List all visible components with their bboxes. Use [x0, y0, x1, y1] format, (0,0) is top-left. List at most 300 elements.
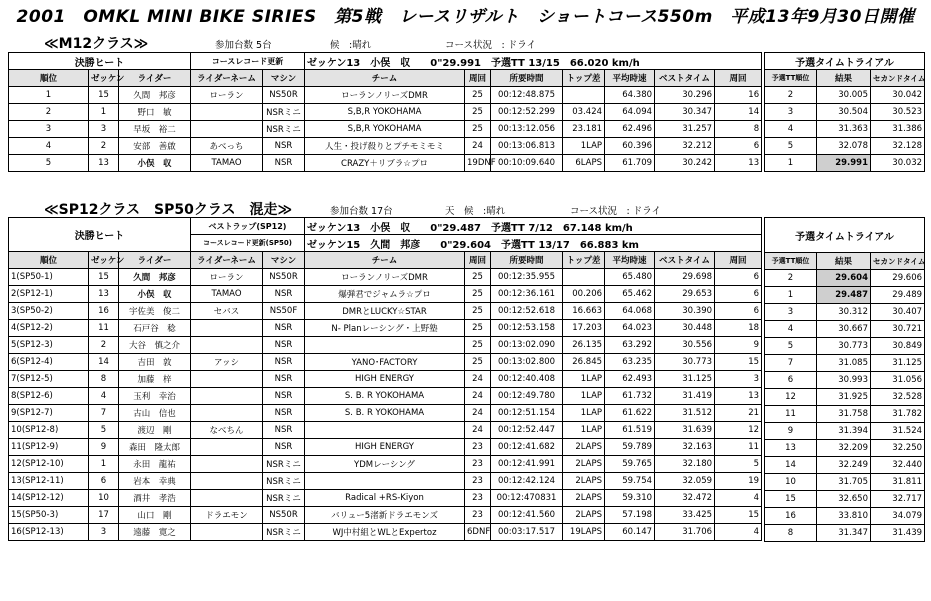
qualifying-row	[765, 104, 925, 121]
result-cell: 60.147	[605, 524, 655, 541]
result-cell: 1	[9, 87, 89, 104]
result-cell: 30.448	[655, 320, 715, 337]
result-cell: 6LAPS	[563, 155, 605, 172]
result-row	[9, 138, 762, 155]
result-cell: 岩本 幸典	[119, 473, 191, 490]
result-cell: 大谷 慎之介	[119, 337, 191, 354]
result-cell: 吉田 敦	[119, 354, 191, 371]
result-cell: 9(SP12-7)	[9, 405, 89, 422]
header-cell: ゼッケン	[89, 70, 119, 87]
qualifying-cell: 30.773	[817, 338, 871, 355]
result-cell: 23	[465, 439, 491, 456]
qualifying-cell: 16	[765, 508, 817, 525]
result-cell: 63.235	[605, 354, 655, 371]
result-cell: S. B. R YOKOHAMA	[305, 388, 465, 405]
result-cell: 59.789	[605, 439, 655, 456]
result-cell: WJ中村組とWLとExpertoz	[305, 524, 465, 541]
m12-course-condition: コース状況 : ドライ	[445, 40, 536, 51]
result-cell: ローラン	[191, 269, 263, 286]
result-cell: ドラエモン	[191, 507, 263, 524]
qualifying-cell: 29.487	[817, 287, 871, 304]
result-cell: 00.206	[563, 286, 605, 303]
header-cell: 結果	[817, 70, 871, 87]
sp12-record-label: コースレコード更新(SP50)	[191, 235, 305, 252]
result-cell: 16	[89, 303, 119, 320]
result-cell	[191, 320, 263, 337]
result-cell: 31.125	[655, 371, 715, 388]
qualifying-cell: 32.209	[817, 440, 871, 457]
result-cell: 2LAPS	[563, 490, 605, 507]
header-cell: 所要時間	[491, 252, 563, 269]
result-cell: 59.765	[605, 456, 655, 473]
result-row	[9, 456, 762, 473]
qualifying-cell: 4	[765, 321, 817, 338]
m12-record-text: ゼッケン13 小俣 収 0"29.991 予選TT 13/15 66.020 km/h	[305, 53, 762, 70]
result-cell: N- Planレーシング・上野塾	[305, 320, 465, 337]
result-row	[9, 303, 762, 320]
result-cell: 65.480	[605, 269, 655, 286]
result-cell: 11	[89, 320, 119, 337]
result-cell: 19	[715, 473, 762, 490]
sp12-best-lap-label: ベストラップ(SP12)	[191, 218, 305, 235]
result-cell: 4	[715, 524, 762, 541]
result-cell: NSRミニ	[263, 490, 305, 507]
qualifying-cell: 30.721	[871, 321, 925, 338]
result-cell: 61.622	[605, 405, 655, 422]
sp12-results-table	[8, 217, 762, 541]
header-cell: ライダーネーム	[191, 70, 263, 87]
result-cell: 00:12:48.875	[491, 87, 563, 104]
qualifying-row	[765, 87, 925, 104]
result-cell: 1LAP	[563, 388, 605, 405]
sp12-best-lap-text: ゼッケン13 小俣 収 0"29.487 予選TT 7/12 67.148 km/h	[305, 218, 762, 235]
result-cell: 00:12:51.154	[491, 405, 563, 422]
result-cell: 61.709	[605, 155, 655, 172]
result-cell: 00:03:17.517	[491, 524, 563, 541]
result-cell: アッシ	[191, 354, 263, 371]
result-cell: Radical +RS-Kiyon	[305, 490, 465, 507]
result-cell: 30.773	[655, 354, 715, 371]
result-cell: NSRミニ	[263, 473, 305, 490]
qualifying-row	[765, 372, 925, 389]
result-cell: 63.292	[605, 337, 655, 354]
result-cell: 6	[715, 303, 762, 320]
result-cell: 6	[715, 269, 762, 286]
result-cell	[305, 422, 465, 439]
result-cell: 00:10:09.640	[491, 155, 563, 172]
sp12-class-title: ≪SP12クラス SP50クラス 混走≫	[44, 202, 293, 218]
qualifying-cell: 32.249	[817, 457, 871, 474]
result-cell: NSR	[263, 155, 305, 172]
result-cell: 31.257	[655, 121, 715, 138]
result-row	[9, 269, 762, 286]
result-cell: NSRミニ	[263, 104, 305, 121]
qualifying-cell: 31.439	[871, 525, 925, 542]
result-cell: 14(SP12-12)	[9, 490, 89, 507]
result-row	[9, 473, 762, 490]
result-cell: 00:13:06.813	[491, 138, 563, 155]
result-cell: 8	[89, 371, 119, 388]
header-cell: 予選TT順位	[765, 70, 817, 87]
result-cell: 17	[89, 507, 119, 524]
result-cell: バリュー5渚新ドラエモンズ	[305, 507, 465, 524]
result-cell: YDMレーシング	[305, 456, 465, 473]
result-cell: 13	[89, 155, 119, 172]
result-cell: 宇佐美 俊二	[119, 303, 191, 320]
result-cell: 31.419	[655, 388, 715, 405]
result-row	[9, 371, 762, 388]
header-cell: 周回	[465, 70, 491, 87]
result-cell: 25	[465, 354, 491, 371]
result-cell	[191, 388, 263, 405]
result-cell: 13	[715, 155, 762, 172]
result-cell: S,B,R YOKOHAMA	[305, 121, 465, 138]
qualifying-cell: 2	[765, 87, 817, 104]
result-cell: 25	[465, 87, 491, 104]
header-cell: 予選TT順位	[765, 253, 817, 270]
m12-results-table	[8, 52, 762, 172]
result-cell: 久間 邦彦	[119, 87, 191, 104]
result-cell: 23.181	[563, 121, 605, 138]
qualifying-cell: 9	[765, 423, 817, 440]
result-cell: 2LAPS	[563, 439, 605, 456]
result-cell: 石戸谷 稔	[119, 320, 191, 337]
qualifying-cell: 31.394	[817, 423, 871, 440]
result-cell: NSRミニ	[263, 524, 305, 541]
result-cell: 14	[89, 354, 119, 371]
result-cell: セバス	[191, 303, 263, 320]
qualifying-cell: 31.386	[871, 121, 925, 138]
result-cell: 2LAPS	[563, 507, 605, 524]
qualifying-cell: 5	[765, 338, 817, 355]
result-cell: 4(SP12-2)	[9, 320, 89, 337]
m12-qualifying-table	[764, 52, 925, 172]
header-cell: 周回	[465, 252, 491, 269]
qualifying-cell: 33.810	[817, 508, 871, 525]
qualifying-row	[765, 423, 925, 440]
result-cell: HIGH ENERGY	[305, 371, 465, 388]
result-cell: 1(SP50-1)	[9, 269, 89, 286]
result-cell: 19DNF	[465, 155, 491, 172]
header-cell: チーム	[305, 252, 465, 269]
result-cell: 4	[9, 138, 89, 155]
sp12-record-text: ゼッケン15 久間 邦彦 0"29.604 予選TT 13/17 66.883 km	[305, 235, 762, 252]
result-cell: YANO･FACTORY	[305, 354, 465, 371]
result-cell: 61.519	[605, 422, 655, 439]
qualifying-cell: 15	[765, 491, 817, 508]
result-cell: 00:12:52.447	[491, 422, 563, 439]
result-row	[9, 490, 762, 507]
qualifying-cell: 31.524	[871, 423, 925, 440]
result-cell: 00:13:12.056	[491, 121, 563, 138]
result-cell: 13	[89, 286, 119, 303]
result-cell: 24	[465, 138, 491, 155]
sp12-final-heat-label: 決勝ヒート	[9, 218, 191, 252]
qualifying-cell: 10	[765, 474, 817, 491]
qualifying-row	[765, 525, 925, 542]
result-cell: CRAZY＋リブラ☆プロ	[305, 155, 465, 172]
result-cell: 00:12:41.560	[491, 507, 563, 524]
qualifying-cell: 31.363	[817, 121, 871, 138]
result-cell: 00:12:470831	[491, 490, 563, 507]
result-cell: 59.310	[605, 490, 655, 507]
result-cell: 4	[89, 388, 119, 405]
qualifying-cell: 5	[765, 138, 817, 155]
result-cell: 6DNF	[465, 524, 491, 541]
result-cell: 25	[465, 286, 491, 303]
result-cell: 1LAP	[563, 405, 605, 422]
result-cell: 25	[465, 104, 491, 121]
result-cell: 7	[89, 405, 119, 422]
qualifying-row	[765, 338, 925, 355]
result-cell: 2	[89, 138, 119, 155]
result-cell	[191, 104, 263, 121]
header-cell: 結果	[817, 253, 871, 270]
qualifying-cell: 8	[765, 525, 817, 542]
qualifying-cell: 30.504	[817, 104, 871, 121]
header-cell: ライダーネーム	[191, 252, 263, 269]
qualifying-cell: 29.606	[871, 270, 925, 287]
result-cell: 17.203	[563, 320, 605, 337]
qualifying-cell: 31.705	[817, 474, 871, 491]
result-cell: 18	[715, 320, 762, 337]
header-cell: ベストタイム	[655, 70, 715, 87]
qualifying-cell: 1	[765, 287, 817, 304]
result-cell	[191, 473, 263, 490]
result-cell: 6	[715, 138, 762, 155]
result-row	[9, 87, 762, 104]
header-cell: マシン	[263, 70, 305, 87]
qualifying-cell: 13	[765, 440, 817, 457]
result-cell: 00:12:52.299	[491, 104, 563, 121]
result-row	[9, 439, 762, 456]
result-cell: 9	[715, 337, 762, 354]
result-cell: 小俣 収	[119, 155, 191, 172]
result-cell	[191, 524, 263, 541]
qualifying-row	[765, 389, 925, 406]
result-cell: 8	[715, 121, 762, 138]
result-cell: 24	[465, 371, 491, 388]
result-row	[9, 524, 762, 541]
result-cell: 30.390	[655, 303, 715, 320]
header-cell: 所要時間	[491, 70, 563, 87]
result-cell: 26.845	[563, 354, 605, 371]
result-cell	[191, 405, 263, 422]
result-cell: 62.493	[605, 371, 655, 388]
qualifying-cell: 30.523	[871, 104, 925, 121]
result-cell: 03.424	[563, 104, 605, 121]
result-cell: 早坂 裕二	[119, 121, 191, 138]
result-cell: 3	[89, 121, 119, 138]
result-cell: 00:12:49.780	[491, 388, 563, 405]
result-cell: 爆弾君でジャムラ☆プロ	[305, 286, 465, 303]
qualifying-cell: 31.085	[817, 355, 871, 372]
result-cell: DMRとLUCKY☆STAR	[305, 303, 465, 320]
result-cell: 24	[465, 405, 491, 422]
result-cell: 23	[465, 507, 491, 524]
result-cell: 12	[715, 422, 762, 439]
qualifying-cell: 31.782	[871, 406, 925, 423]
qualifying-cell: 30.005	[817, 87, 871, 104]
sp12-qualifying-table	[764, 217, 925, 542]
sp12-weather: 天 候 :晴れ	[445, 206, 506, 217]
header-cell: セカンドタイム	[871, 70, 925, 87]
result-cell: 11(SP12-9)	[9, 439, 89, 456]
result-cell: 1LAP	[563, 138, 605, 155]
qualifying-cell: 31.758	[817, 406, 871, 423]
result-cell: 21	[715, 405, 762, 422]
result-cell: S. B. R YOKOHAMA	[305, 405, 465, 422]
result-cell: 25	[465, 320, 491, 337]
result-cell: 8(SP12-6)	[9, 388, 89, 405]
result-cell: NS50F	[263, 303, 305, 320]
header-cell: 周回	[715, 252, 762, 269]
result-cell: 00:12:41.682	[491, 439, 563, 456]
result-cell: 64.023	[605, 320, 655, 337]
result-cell: 31.639	[655, 422, 715, 439]
qualifying-row	[765, 474, 925, 491]
result-cell	[191, 121, 263, 138]
result-cell: 6	[89, 473, 119, 490]
qualifying-row	[765, 440, 925, 457]
result-cell: NS50R	[263, 507, 305, 524]
result-cell: ローランノリーズDMR	[305, 269, 465, 286]
header-cell: セカンドタイム	[871, 253, 925, 270]
result-cell: 32.163	[655, 439, 715, 456]
sp12-entries: 参加台数 17台	[330, 206, 393, 217]
qualifying-cell: 14	[765, 457, 817, 474]
qualifying-cell: 29.489	[871, 287, 925, 304]
result-cell: 5	[715, 456, 762, 473]
result-cell: 30.347	[655, 104, 715, 121]
header-cell: 周回	[715, 70, 762, 87]
result-cell: 25	[465, 121, 491, 138]
result-cell: NSR	[263, 439, 305, 456]
qualifying-cell: 32.440	[871, 457, 925, 474]
qualifying-cell: 12	[765, 389, 817, 406]
qualifying-row	[765, 355, 925, 372]
result-cell: 16(SP12-13)	[9, 524, 89, 541]
result-cell: 62.496	[605, 121, 655, 138]
qualifying-cell: 30.407	[871, 304, 925, 321]
result-cell: 渡辺 剛	[119, 422, 191, 439]
result-cell: 00:13:02.090	[491, 337, 563, 354]
result-cell: 森田 隆太郎	[119, 439, 191, 456]
result-cell: 5(SP12-3)	[9, 337, 89, 354]
result-cell: 64.094	[605, 104, 655, 121]
result-cell: 16.663	[563, 303, 605, 320]
result-cell: 24	[465, 388, 491, 405]
result-row	[9, 507, 762, 524]
result-cell: 4	[715, 490, 762, 507]
result-cell: 64.380	[605, 87, 655, 104]
result-cell: 3	[9, 121, 89, 138]
qualifying-cell: 32.717	[871, 491, 925, 508]
result-cell: 9	[89, 439, 119, 456]
qualifying-cell: 32.128	[871, 138, 925, 155]
result-cell: 2LAPS	[563, 473, 605, 490]
result-cell: 5	[9, 155, 89, 172]
qualifying-cell: 30.312	[817, 304, 871, 321]
result-cell: 15	[715, 507, 762, 524]
result-cell: 23	[465, 490, 491, 507]
result-row	[9, 405, 762, 422]
result-cell: 15	[89, 87, 119, 104]
result-cell: 00:12:53.158	[491, 320, 563, 337]
result-row	[9, 388, 762, 405]
result-cell: NSR	[263, 286, 305, 303]
result-cell: 15	[89, 269, 119, 286]
result-cell: 2	[89, 337, 119, 354]
qualifying-cell: 32.528	[871, 389, 925, 406]
qualifying-cell: 1	[765, 155, 817, 172]
qualifying-row	[765, 155, 925, 172]
result-cell: 15	[715, 354, 762, 371]
result-cell: 10(SP12-8)	[9, 422, 89, 439]
result-cell: HIGH ENERGY	[305, 439, 465, 456]
m12-class-title: ≪M12クラス≫	[44, 36, 149, 52]
m12-qualifying-title: 予選タイムトライアル	[765, 53, 925, 70]
result-cell: 6(SP12-4)	[9, 354, 89, 371]
qualifying-row	[765, 457, 925, 474]
qualifying-cell: 32.650	[817, 491, 871, 508]
result-row	[9, 337, 762, 354]
result-cell: 久間 邦彦	[119, 269, 191, 286]
result-cell: TAMAO	[191, 155, 263, 172]
result-cell: NS50R	[263, 269, 305, 286]
result-cell	[191, 371, 263, 388]
result-cell: 12(SP12-10)	[9, 456, 89, 473]
qualifying-cell: 34.079	[871, 508, 925, 525]
result-row	[9, 320, 762, 337]
qualifying-cell: 30.032	[871, 155, 925, 172]
result-cell: NSR	[263, 371, 305, 388]
result-cell: あべっち	[191, 138, 263, 155]
result-cell: 65.462	[605, 286, 655, 303]
qualifying-row	[765, 508, 925, 525]
qualifying-cell: 32.078	[817, 138, 871, 155]
header-cell: トップ差	[563, 252, 605, 269]
result-cell: 23	[465, 456, 491, 473]
result-cell: 25	[465, 303, 491, 320]
result-cell: NSR	[263, 337, 305, 354]
qualifying-cell: 30.667	[817, 321, 871, 338]
result-cell: 1	[89, 456, 119, 473]
result-cell: 64.068	[605, 303, 655, 320]
m12-header-row	[9, 70, 762, 87]
result-cell: ローラン	[191, 87, 263, 104]
qualifying-cell: 3	[765, 304, 817, 321]
result-cell: 遠藤 寛之	[119, 524, 191, 541]
result-cell: 人生・投げ殺りとプチモミモミ	[305, 138, 465, 155]
result-cell: 31.512	[655, 405, 715, 422]
result-cell: NSR	[263, 388, 305, 405]
qualifying-cell: 31.925	[817, 389, 871, 406]
result-cell: 33.425	[655, 507, 715, 524]
result-cell: S,B,R YOKOHAMA	[305, 104, 465, 121]
qualifying-cell: 6	[765, 372, 817, 389]
result-row	[9, 354, 762, 371]
result-cell: NSR	[263, 354, 305, 371]
header-cell: ライダー	[119, 252, 191, 269]
result-cell: 26.135	[563, 337, 605, 354]
result-cell: NSR	[263, 320, 305, 337]
result-cell: 61.732	[605, 388, 655, 405]
m12-entries: 参加台数 5台	[215, 40, 272, 51]
result-cell: 15(SP50-3)	[9, 507, 89, 524]
result-cell: NSRミニ	[263, 456, 305, 473]
result-cell: 山口 剛	[119, 507, 191, 524]
